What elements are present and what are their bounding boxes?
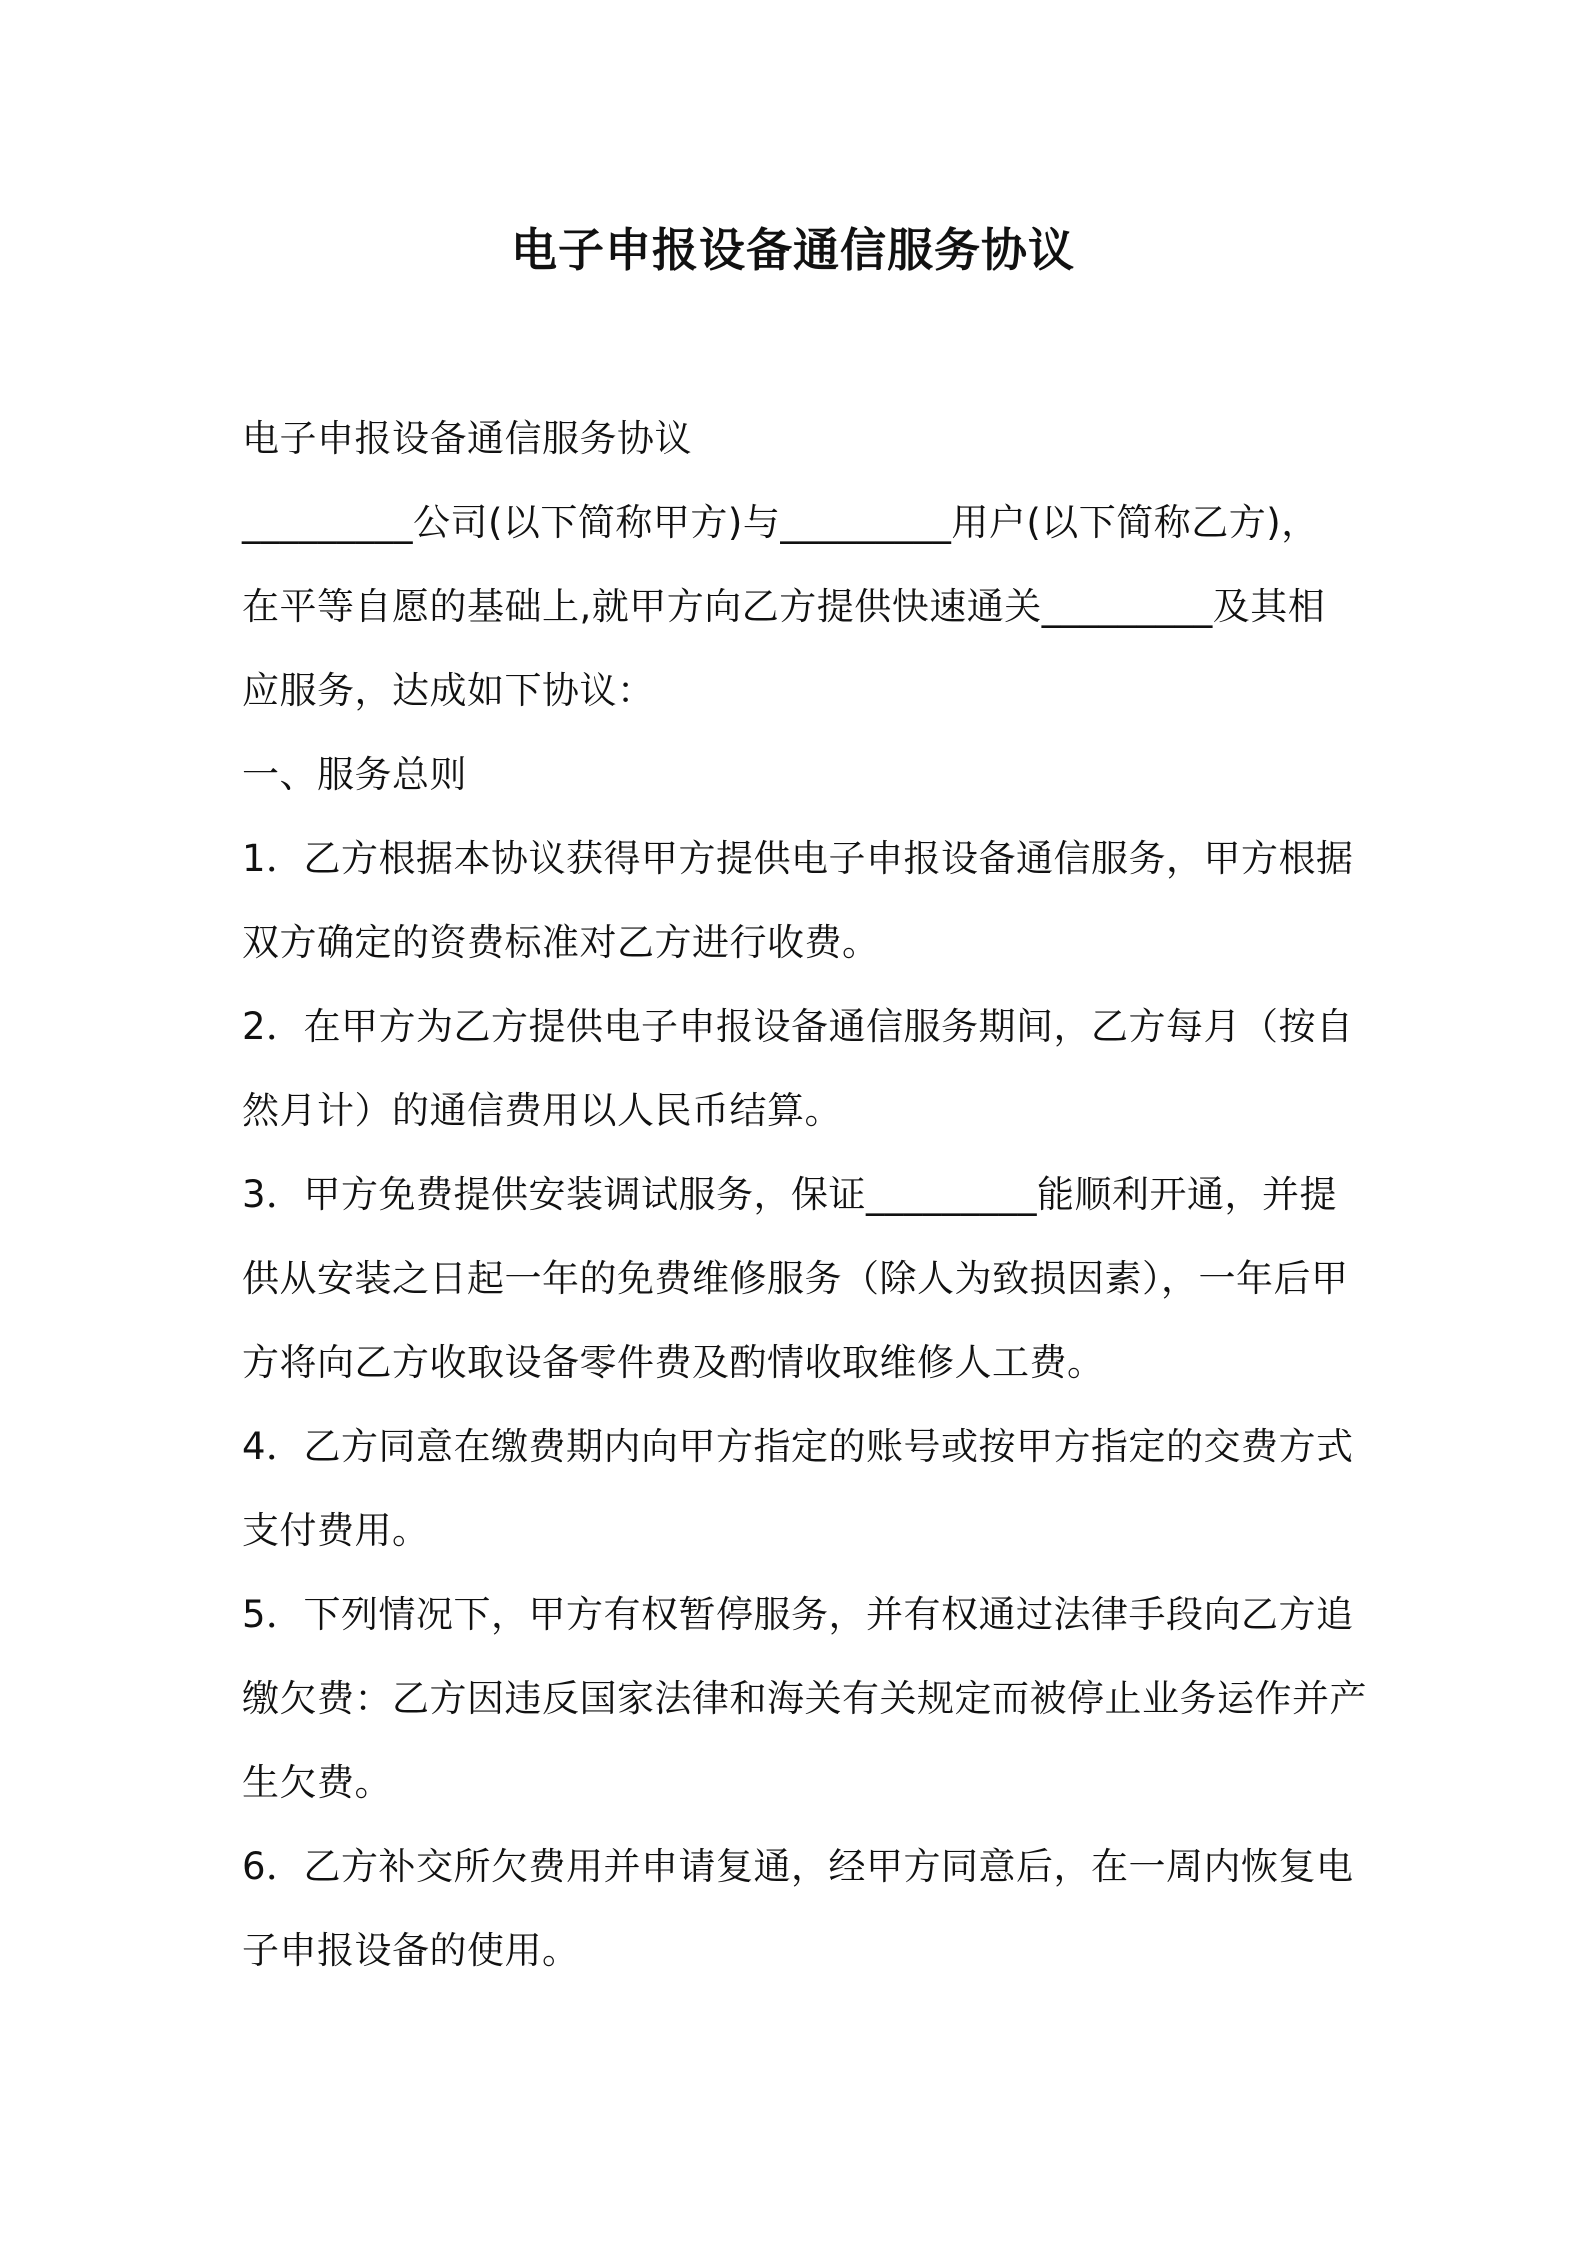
clause-2-line-2: 然月计）的通信费用以人民币结算。 — [242, 1089, 842, 1132]
clause-6-line-2: 子申报设备的使用。 — [242, 1929, 580, 1972]
clause-4-line-2: 支付费用。 — [242, 1509, 430, 1552]
subtitle-line: 电子申报设备通信服务协议 — [242, 417, 692, 460]
preamble-line-2: 在平等自愿的基础上,就甲方向乙方提供快速通关_________及其相 — [242, 585, 1326, 628]
clause-3-line-3: 方将向乙方收取设备零件费及酌情收取维修人工费。 — [242, 1341, 1105, 1384]
preamble-line-3: 应服务，达成如下协议： — [242, 669, 655, 712]
clause-3-line-2: 供从安装之日起一年的免费维修服务（除人为致损因素），一年后甲 — [242, 1257, 1349, 1300]
document-body — [242, 397, 1367, 1993]
section-heading: 一、服务总则 — [242, 753, 467, 796]
clause-5-line-1: 5．下列情况下，甲方有权暂停服务，并有权通过法律手段向乙方追 — [242, 1593, 1354, 1636]
document-title: 电子申报设备通信服务协议 — [511, 223, 1075, 277]
clause-4-line-1: 4．乙方同意在缴费期内向甲方指定的账号或按甲方指定的交费方式 — [242, 1425, 1354, 1468]
clause-1-line-2: 双方确定的资费标准对乙方进行收费。 — [242, 921, 880, 964]
clause-6-line-1: 6．乙方补交所欠费用并申请复通，经甲方同意后，在一周内恢复电 — [242, 1845, 1354, 1888]
clause-3-line-1: 3．甲方免费提供安装调试服务，保证_________能顺利开通，并提 — [242, 1173, 1338, 1216]
clause-5-line-2: 缴欠费：乙方因违反国家法律和海关有关规定而被停止业务运作并产 — [242, 1677, 1367, 1720]
clause-5-line-3: 生欠费。 — [242, 1761, 392, 1804]
clause-1-line-1: 1．乙方根据本协议获得甲方提供电子申报设备通信服务，甲方根据 — [242, 837, 1354, 880]
preamble-line-1: _________公司(以下简称甲方)与_________用户(以下简称乙方)， — [242, 501, 1319, 544]
clause-2-line-1: 2．在甲方为乙方提供电子申报设备通信服务期间，乙方每月（按自 — [242, 1005, 1354, 1048]
